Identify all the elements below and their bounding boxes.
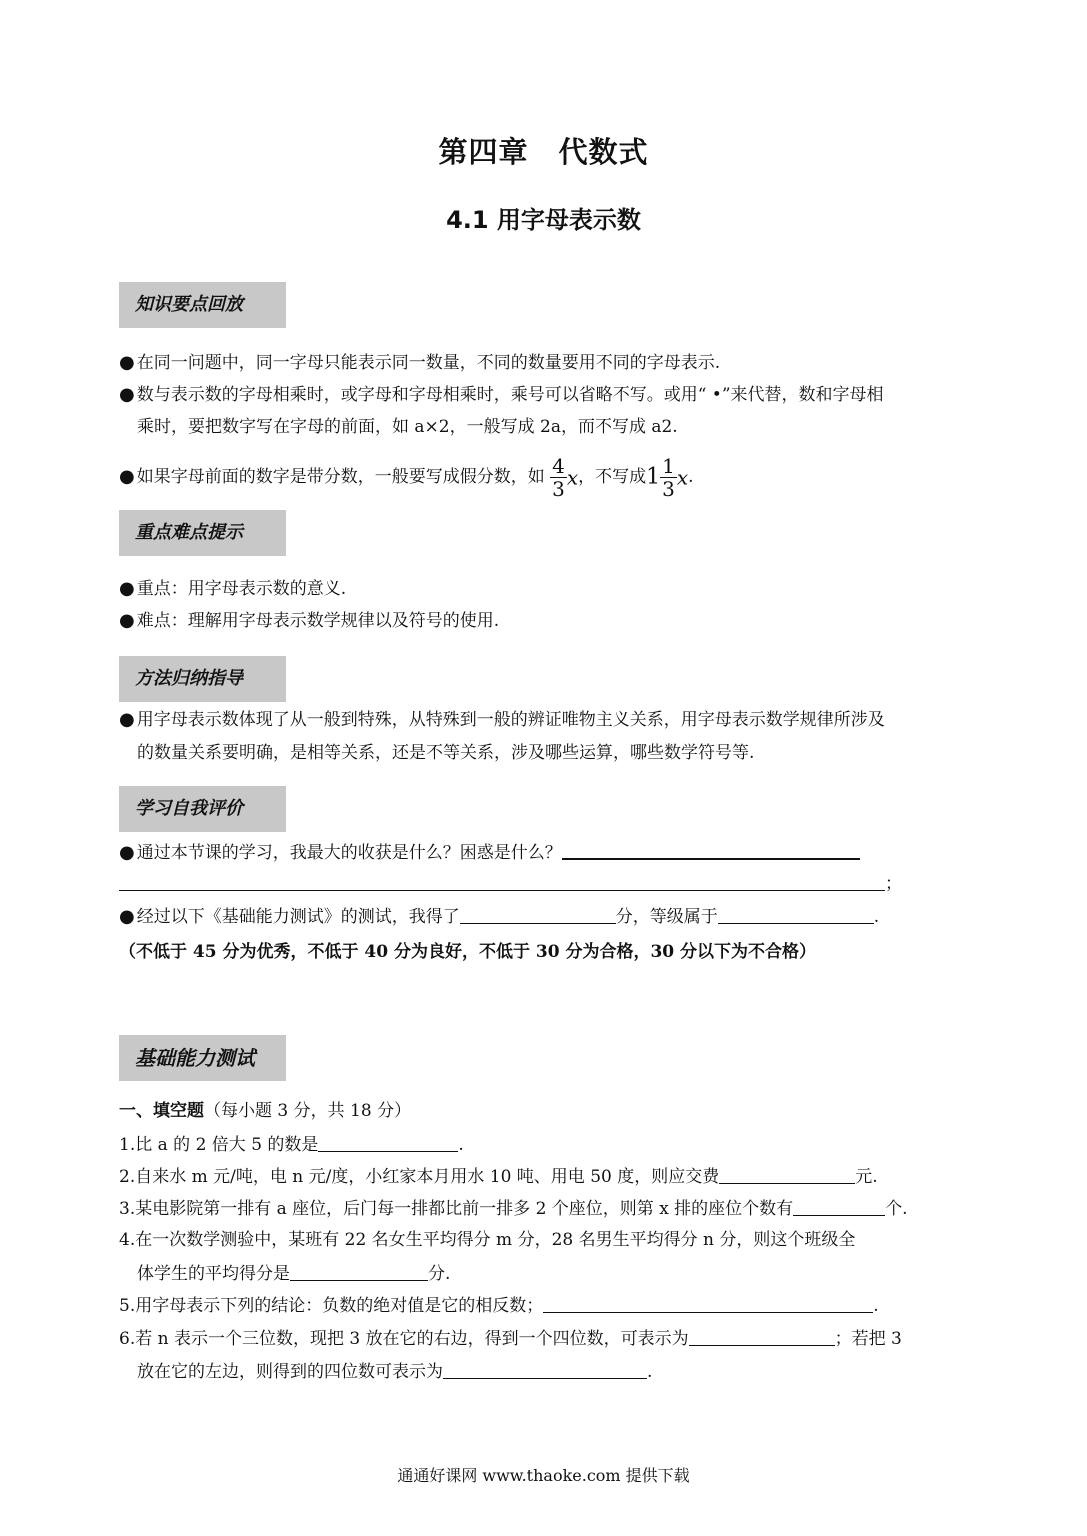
method-text-1: 用字母表示数体现了从一般到特殊，从特殊到一般的辨证唯物主义关系，用字母表示数学规律所涉及 (136, 710, 885, 730)
bullet-icon: ● (119, 466, 135, 487)
method-heading: 方法归纳指导 (119, 656, 286, 702)
question-6-text-b: ；若把 3 (834, 1329, 902, 1349)
answer-blank[interactable] (562, 840, 860, 860)
variable-x: x (566, 465, 579, 490)
question-5 (119, 1294, 979, 1317)
self-eval-q1-text: 通过本节课的学习，我最大的收获是什么？困惑是什么？ (136, 843, 562, 863)
knowledge-text-1: 在同一问题中，同一字母只能表示同一数量，不同的数量要用不同的字母表示. (136, 353, 721, 373)
self-eval-q2 (119, 905, 979, 928)
answer-blank[interactable] (719, 1165, 855, 1184)
basic-test-heading: 基础能力测试 (119, 1035, 286, 1081)
part-desc: （每小题 3 分，共 18 分） (204, 1101, 412, 1121)
method-text-2: 的数量关系要明确，是相等关系，还是不等关系，涉及哪些运算，哪些数学符号等. (137, 743, 755, 763)
answer-blank[interactable] (290, 1262, 428, 1281)
knowledge-bullet-2-cont (137, 416, 997, 438)
self-eval-q2-text-b: 分，等级属于 (615, 907, 718, 927)
question-2 (119, 1165, 979, 1188)
question-3-text: 3.某电影院第一排有 a 座位，后门每一排都比前一排多 2 个座位，则第 x 排的座位个数有 (119, 1199, 794, 1219)
question-6-cont (137, 1360, 997, 1383)
key-point-text-2: 难点：理解用字母表示数学规律以及符号的使用. (136, 611, 500, 631)
knowledge-bullet-3 (119, 450, 979, 505)
unit: 个. (885, 1199, 908, 1219)
bullet-icon: ● (119, 906, 135, 927)
question-2-text: 2.自来水 m 元/吨，电 n 元/度，小红家本月用水 10 吨、用电 50 度，则应交费 (119, 1167, 720, 1187)
knowledge-text-2a: 数与表示数的字母相乘时，或字母和字母相乘时，乘号可以省略不写。或用“ •”来代替，数和字母相 (136, 385, 884, 405)
period: . (873, 907, 880, 927)
period: . (458, 1135, 464, 1155)
question-4 (119, 1229, 979, 1251)
mixed-whole: 1 (646, 464, 661, 490)
knowledge-text-2b: 乘时，要把数字写在字母的前面，如 a×2，一般写成 2a，而不写成 a2. (137, 417, 678, 437)
self-eval-heading: 学习自我评价 (119, 786, 286, 832)
period: . (873, 1296, 879, 1316)
improper-fraction: $\frac{4}{3}$ (552, 454, 565, 501)
question-4-text-b: 体学生的平均得分是 (137, 1264, 290, 1284)
answer-blank[interactable] (793, 1197, 885, 1216)
part-title: 一、填空题 (119, 1101, 204, 1121)
self-eval-q1-cont (119, 872, 979, 895)
answer-blank[interactable] (318, 1133, 458, 1152)
knowledge-text-3b: ，不写成 (578, 467, 647, 487)
self-eval-q2-text-a: 经过以下《基础能力测试》的测试，我得了 (136, 907, 460, 927)
question-6-text: 6.若 n 表示一个三位数，现把 3 放在它的右边，得到一个四位数，可表示为 (119, 1329, 689, 1349)
period: . (688, 467, 694, 487)
mixed-fraction: $\frac{1}{3}$ (662, 454, 675, 501)
answer-blank[interactable] (119, 872, 885, 891)
question-6-text-c: 放在它的左边，则得到的四位数可表示为 (137, 1362, 443, 1382)
knowledge-text-3a: 如果字母前面的数字是带分数，一般要写成假分数，如 (136, 467, 545, 487)
method-line-1 (119, 709, 979, 731)
key-point-2 (119, 610, 979, 632)
bullet-icon: ● (119, 578, 135, 599)
self-eval-q1 (119, 840, 979, 864)
bullet-icon: ● (119, 709, 135, 730)
chapter-title: 第四章 代数式 (438, 135, 649, 169)
question-3 (119, 1197, 979, 1220)
section-title: 4.1 用字母表示数 (446, 206, 641, 234)
bullet-icon: ● (119, 842, 135, 863)
key-point-1 (119, 578, 979, 600)
knowledge-bullet-1 (119, 352, 979, 374)
unit: 元. (855, 1167, 878, 1187)
question-4-cont (137, 1262, 997, 1285)
question-4-text: 4.在一次数学测验中，某班有 22 名女生平均得分 m 分，28 名男生平均得分 n 分，则这个班级全 (119, 1230, 856, 1250)
part-one-title (119, 1100, 979, 1122)
key-point-text-1: 重点：用字母表示数的意义. (136, 579, 347, 599)
method-line-2 (137, 742, 997, 764)
grading-note: （不低于 45 分为优秀，不低于 40 分为良好，不低于 30 分为合格，30 分以下为不合格） (119, 942, 817, 962)
knowledge-heading: 知识要点回放 (119, 282, 286, 328)
period: . (647, 1362, 653, 1382)
unit: 分. (428, 1264, 451, 1284)
question-5-text: 5.用字母表示下列的结论：负数的绝对值是它的相反数； (119, 1296, 544, 1316)
semicolon: ； (885, 874, 902, 894)
answer-blank[interactable] (543, 1294, 873, 1313)
key-points-heading: 重点难点提示 (119, 510, 286, 556)
page-footer: 通通好课网 www.thaoke.com 提供下载 (397, 1466, 690, 1485)
bullet-icon: ● (119, 352, 135, 373)
answer-blank[interactable] (443, 1360, 647, 1379)
question-1 (119, 1133, 979, 1156)
grade-blank[interactable] (718, 905, 874, 924)
bullet-icon: ● (119, 610, 135, 631)
question-6 (119, 1327, 979, 1350)
variable-x: x (676, 465, 689, 490)
answer-blank[interactable] (689, 1327, 835, 1346)
score-blank[interactable] (460, 905, 616, 924)
bullet-icon: ● (119, 384, 135, 405)
question-1-text: 1.比 a 的 2 倍大 5 的数是 (119, 1135, 319, 1155)
knowledge-bullet-2 (119, 384, 979, 406)
